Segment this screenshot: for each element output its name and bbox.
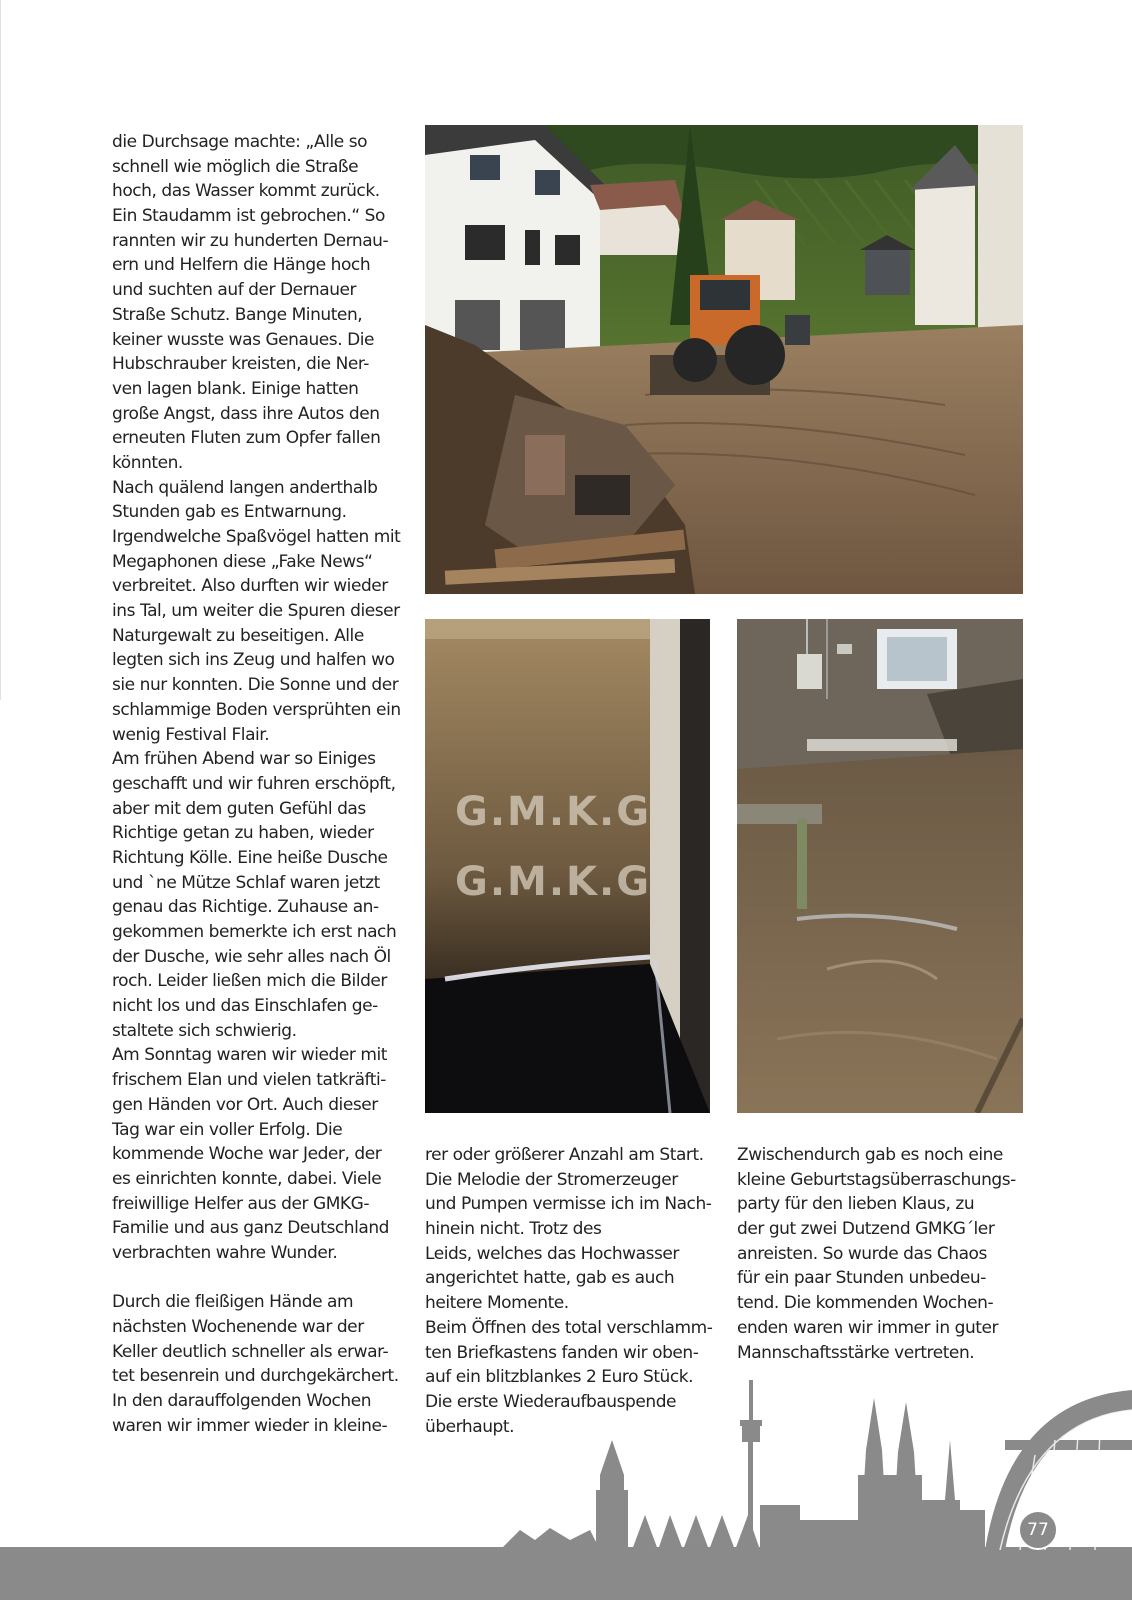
graffiti-text-1: G.M.K.G <box>455 789 652 835</box>
text-line: wenig Festival Flair. <box>112 724 270 745</box>
text-line: und `ne Mütze Schlaf waren jetzt <box>112 872 380 893</box>
text-line: anreisten. So wurde das Chaos <box>737 1243 987 1264</box>
text-line: keiner wusste was Genaues. Die <box>112 329 375 350</box>
text-line: und suchten auf der Dernauer <box>112 280 357 301</box>
text-line: gen Händen vor Ort. Auch dieser <box>112 1094 378 1115</box>
text-line: ven lagen blank. Einige hatten <box>112 378 359 399</box>
text-line: und Pumpen vermisse ich im Nach- <box>425 1194 712 1215</box>
text-line: hinein nicht. Trotz des <box>425 1219 602 1240</box>
text-line: verbrachten wahre Wunder. <box>112 1242 338 1263</box>
graffiti-text-2: G.M.K.G <box>455 859 652 905</box>
text-line: Die Melodie der Stromerzeuger <box>425 1169 678 1190</box>
text-line: Richtige getan zu haben, wieder <box>112 823 374 844</box>
text-line: überhaupt. <box>425 1416 515 1437</box>
page-number: 77 <box>1018 1510 1058 1550</box>
text-line: tend. Die kommenden Wochen- <box>737 1293 994 1314</box>
text-line: für ein paar Stunden unbedeu- <box>737 1268 986 1289</box>
text-line: Beim Öffnen des total verschlamm- <box>425 1317 713 1338</box>
text-line: ten Briefkastens fanden wir oben- <box>425 1342 699 1363</box>
text-line: Leids, welches das Hochwasser <box>425 1243 679 1264</box>
text-line: ins Tal, um weiter die Spuren dieser <box>112 601 400 622</box>
text-line: Megaphonen diese „Fake News“ <box>112 551 373 572</box>
text-line: erneuten Fluten zum Opfer fallen <box>112 428 381 449</box>
text-line: geschafft und wir fuhren erschöpft, <box>112 773 396 794</box>
text-line: frischem Elan und vielen tatkräfti- <box>112 1070 386 1091</box>
text-line: genau das Richtige. Zuhause an- <box>112 897 379 918</box>
text-line: rer oder größerer Anzahl am Start. <box>425 1145 704 1165</box>
text-column-right <box>737 1143 1027 1365</box>
text-line: könnten. <box>112 452 183 473</box>
text-line: freiwillige Helfer aus der GMKG- <box>112 1193 370 1214</box>
text-line: party für den lieben Klaus, zu <box>737 1194 975 1215</box>
text-line: große Angst, dass ihre Autos den <box>112 403 380 424</box>
text-line: heitere Momente. <box>425 1293 569 1314</box>
text-line: waren wir immer wieder in kleine- <box>112 1415 388 1436</box>
text-line: Am frühen Abend war so Einiges <box>112 749 376 770</box>
text-line: schnell wie möglich die Straße <box>112 156 359 177</box>
text-line: enden waren wir immer in guter <box>737 1317 999 1338</box>
text-line: In den darauffolgenden Wochen <box>112 1391 372 1412</box>
text-line: Die erste Wiederaufbauspende <box>425 1391 677 1412</box>
text-line: Richtung Kölle. Eine heiße Dusche <box>112 847 388 868</box>
text-line: legten sich ins Zeug und halfen wo <box>112 650 395 671</box>
text-line: Keller deutlich schneller als erwar- <box>112 1341 389 1362</box>
text-line: hoch, das Wasser kommt zurück. <box>112 181 380 202</box>
text-line: nächsten Wochenende war der <box>112 1317 364 1337</box>
text-column-left <box>112 130 402 1438</box>
text-line: Stunden gab es Entwarnung. <box>112 502 347 523</box>
paragraph-gap <box>112 1266 402 1291</box>
text-line: Hubschrauber kreisten, die Ner- <box>112 354 369 375</box>
text-line: sie nur konnten. Die Sonne und der <box>112 675 399 696</box>
text-line: angerichtet hatte, gab es auch <box>425 1268 675 1289</box>
page-edge-line <box>0 0 1 700</box>
text-line: kommende Woche war Jeder, der <box>112 1144 382 1165</box>
photo-flooded-street <box>425 125 1023 594</box>
text-line: Naturgewalt zu beseitigen. Alle <box>112 625 364 646</box>
text-line: verbreitet. Also durften wir wieder <box>112 576 388 597</box>
text-line: es einrichten konnte, dabei. Viele <box>112 1168 382 1189</box>
text-line: auf ein blitzblankes 2 Euro Stück. <box>425 1367 694 1388</box>
text-line: der Dusche, wie sehr alles nach Öl <box>112 946 391 967</box>
text-line: der gut zwei Dutzend GMKG´ler <box>737 1219 995 1240</box>
text-line: ern und Helfern die Hänge hoch <box>112 255 371 276</box>
text-line: Nach quälend langen anderthalb <box>112 477 378 498</box>
text-line: Mannschaftsstärke vertreten. <box>737 1342 975 1363</box>
text-line: schlammige Boden versprühten ein <box>112 699 401 720</box>
text-line: kleine Geburtstagsüberraschungs- <box>737 1169 1016 1190</box>
text-line: Familie und aus ganz Deutschland <box>112 1218 390 1239</box>
text-line: rannten wir zu hunderten Dernau- <box>112 230 389 251</box>
text-line: roch. Leider ließen mich die Bilder <box>112 971 387 992</box>
text-line: Tag war ein voller Erfolg. Die <box>112 1119 343 1140</box>
cologne-skyline-footer <box>0 1380 1132 1600</box>
photo-flooded-cellar <box>737 619 1023 1113</box>
text-line: Am Sonntag waren wir wieder mit <box>112 1045 387 1066</box>
text-line: nicht los und das Einschlafen ge- <box>112 996 378 1017</box>
photo-cellar-door <box>425 619 710 1113</box>
text-line: tet besenrein und durchgekärchert. <box>112 1366 399 1387</box>
text-line: Zwischendurch gab es noch eine <box>737 1145 1003 1165</box>
text-line: die Durchsage machte: „Alle so <box>112 132 368 152</box>
text-line: staltete sich schwierig. <box>112 1020 297 1041</box>
text-line: Irgendwelche Spaßvögel hatten mit <box>112 527 401 547</box>
text-line: aber mit dem guten Gefühl das <box>112 798 366 819</box>
text-line: gekommen bemerkte ich erst nach <box>112 922 397 942</box>
text-line: Straße Schutz. Bange Minuten, <box>112 304 363 325</box>
text-line: Durch die fleißigen Hände am <box>112 1292 354 1313</box>
text-line: Ein Staudamm ist gebrochen.“ So <box>112 206 385 227</box>
